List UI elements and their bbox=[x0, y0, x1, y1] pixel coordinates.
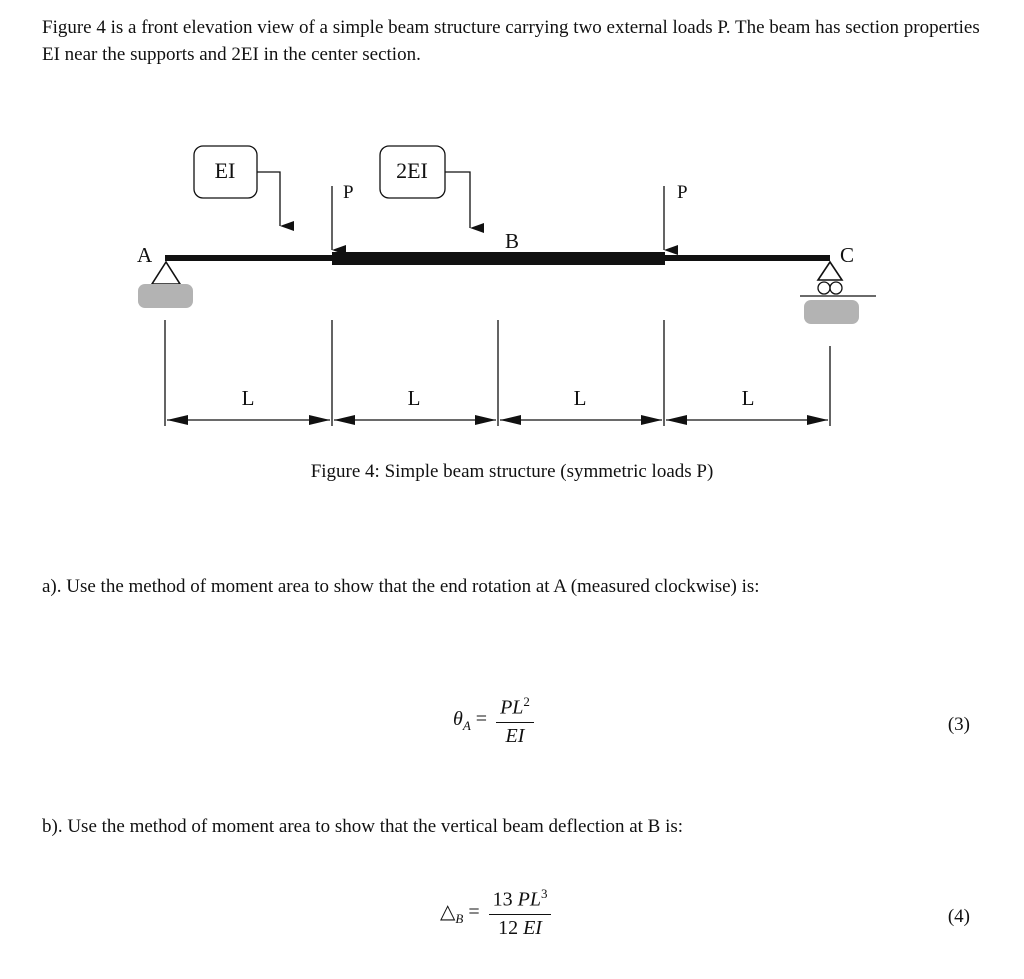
roller-support-c bbox=[800, 262, 876, 324]
eq-b-den-coef: 12 bbox=[498, 916, 519, 939]
beam-right-segment bbox=[664, 255, 830, 261]
equation-a-number: (3) bbox=[947, 714, 970, 735]
eq-a-denominator: EI bbox=[505, 724, 525, 747]
eq-b-symbol: △ bbox=[440, 900, 456, 923]
equation-b bbox=[440, 886, 551, 940]
pointer-ei bbox=[257, 172, 280, 226]
eq-b-num-coef: 13 bbox=[492, 888, 513, 911]
eq-a-equals: = bbox=[475, 707, 488, 730]
eq-b-equals: = bbox=[468, 900, 480, 923]
label-b: B bbox=[505, 229, 520, 253]
span-label-2: L bbox=[407, 386, 421, 410]
pin-support-a bbox=[138, 262, 193, 308]
span-label-3: L bbox=[573, 386, 587, 410]
question-b: b). Use the method of moment area to show that the vertical beam deflection at B is: bbox=[42, 816, 684, 837]
label-c: C bbox=[840, 243, 855, 267]
eq-a-fraction bbox=[496, 694, 534, 748]
pointer-2ei bbox=[445, 172, 470, 228]
eq-a-subscript: A bbox=[462, 717, 471, 733]
equation-b-number: (4) bbox=[947, 906, 970, 927]
intro-paragraph: Figure 4 is a front elevation view of a simple beam structure carrying two external loads P. The beam has section properties EI near the supports and 2EI in the center section. bbox=[42, 17, 980, 65]
eq-a-symbol: θ bbox=[453, 707, 463, 730]
eq-b-numerator: PL bbox=[517, 888, 541, 911]
question-a: a). Use the method of moment area to show that the end rotation at A (measured clockwise) is: bbox=[42, 576, 760, 597]
equation-a bbox=[453, 694, 534, 748]
eq-a-numerator: PL bbox=[500, 696, 524, 719]
beam-left-segment bbox=[165, 255, 333, 261]
span-label-1: L bbox=[241, 386, 255, 410]
beam-center-segment bbox=[332, 252, 665, 265]
figure-caption: Figure 4: Simple beam structure (symmetric loads P) bbox=[310, 461, 714, 482]
eq-b-subscript: B bbox=[455, 910, 464, 926]
span-label-4: L bbox=[741, 386, 755, 410]
eq-b-denominator: EI bbox=[523, 916, 542, 939]
label-p-right: P bbox=[677, 182, 688, 203]
eq-b-power: 3 bbox=[540, 886, 548, 901]
dimension-extension-lines bbox=[165, 320, 830, 426]
label-ei: EI bbox=[214, 158, 236, 183]
label-2ei: 2EI bbox=[396, 158, 428, 183]
eq-a-power: 2 bbox=[523, 694, 530, 709]
label-p-left: P bbox=[343, 182, 354, 203]
label-a: A bbox=[137, 243, 153, 267]
eq-b-fraction bbox=[489, 886, 552, 940]
